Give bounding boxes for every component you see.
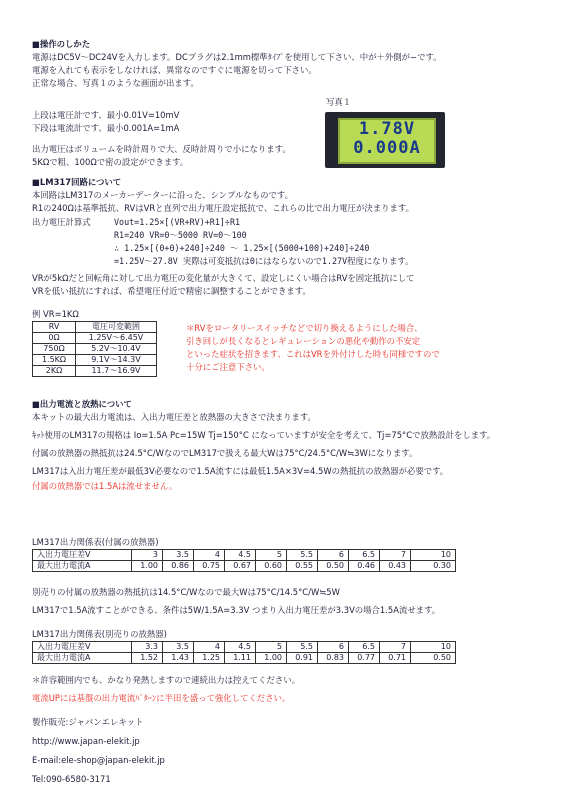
formula-line: =1.25V〜27.8V 実際は可変抵抗は0にはならないので1.27V程度になります。 [114, 256, 414, 267]
table-cell: 1.11 [225, 653, 256, 664]
row-label: 最大出力電流A [33, 561, 132, 572]
table-cell: 2KΩ [33, 366, 76, 377]
table-cell: 0.67 [225, 561, 256, 572]
lcd-photo [325, 112, 445, 168]
text-line: VRが5kΩだと回転角に対して出力電圧の変化量が大きくて、設定しにくい場合はRVを固定抵抗にして [32, 273, 415, 283]
table-cell: 1.00 [256, 653, 287, 664]
table-cell: 0.77 [349, 653, 380, 664]
table-cell: 4 [194, 642, 225, 653]
caution-line: ＊RVをロータリースイッチなどで切り換えるようにした場合、 [186, 323, 423, 333]
table-header-row [33, 322, 157, 333]
table1-title: LM317出力関係表(付属の放熱器) [32, 537, 159, 547]
lm317-heading: ■LM317回路について [32, 177, 122, 187]
table-cell: 5 [256, 550, 287, 561]
table-cell: 5 [256, 642, 287, 653]
table-row [33, 561, 456, 572]
caution-line: 十分にご注意下さい。 [186, 362, 270, 373]
lm317-section [32, 176, 552, 215]
rv-range-table [32, 321, 157, 377]
table1-block [32, 536, 552, 572]
table-cell: 5.5 [287, 550, 318, 561]
table-cell: 0.71 [380, 653, 411, 664]
table-cell: 0Ω [33, 333, 76, 344]
table-cell: 0.50 [411, 653, 456, 664]
operation-section [32, 38, 552, 90]
table-row [33, 653, 456, 664]
table-cell: 6 [318, 550, 349, 561]
text-line: 上段は電圧計です、最小0.01V=10mV [32, 110, 180, 120]
table-cell: 11.7〜16.9V [76, 366, 157, 377]
footnote-red-text: 電流UPには基盤の出力電流ﾊﾟﾀｰﾝに半田を盛って強化してください。 [32, 693, 291, 704]
table-cell: 5.2V〜10.4V [76, 344, 157, 355]
table-cell: 0.91 [287, 653, 318, 664]
table-header: RV [33, 322, 76, 333]
caution-line: 引き回しが長くなるとレギュレーションの悪化や動作の不安定 [186, 336, 421, 347]
row-label: 入出力電圧差V [33, 550, 132, 561]
meter-description [32, 109, 312, 135]
table-cell: 0.50 [318, 561, 349, 572]
table-cell: 3 [132, 550, 163, 561]
example-block [32, 308, 192, 377]
lcd-screen [338, 118, 436, 164]
table-cell: 6 [318, 642, 349, 653]
text-line: LM317は入出力電圧差が最低3V必要なので1.5A流すには最低1.5A×3V=4.5Wの熱抵抗の放熱器が必要です。 [32, 466, 449, 477]
heat-section [32, 398, 552, 493]
caution-line: といった症状を招きます、これはVRを外付けした時も同様ですので [186, 349, 440, 360]
table2-title: LM317出力関係表(別売りの放熱器) [32, 629, 167, 639]
table-cell: 1.5KΩ [33, 355, 76, 366]
table-cell: 0.60 [256, 561, 287, 572]
table-row [33, 355, 157, 366]
text-line: 本回路はLM317のメーカーデーターに沿った、シンプルなものです。 [32, 190, 293, 201]
table-cell: 3.5 [163, 550, 194, 561]
formula-label: 出力電圧計算式 [32, 217, 91, 227]
operation-heading: ■操作のしかた [32, 39, 91, 49]
footnote-text: ＊許容範囲内でも、かなり発熱しますので連続出力は控えてください。 [32, 675, 300, 685]
website-link[interactable]: http://www.japan-elekit.jp [32, 736, 140, 747]
table-cell: 1.00 [132, 561, 163, 572]
table-row [33, 333, 157, 344]
formula-line: Vout=1.25×[(VR+RV)+R1]÷R1 [114, 217, 241, 227]
maker-label: 製作販売:ジャパンエレキット [32, 717, 144, 727]
lcd-current: 0.000A [353, 138, 421, 158]
table-cell: 7 [380, 550, 411, 561]
example-label: 例 VR=1KΩ [32, 309, 79, 319]
caution-note [186, 322, 526, 374]
warning-text: 付属の放熱器では1.5Aは流せません。 [32, 481, 178, 492]
table-row [33, 642, 456, 653]
lcd-voltage: 1.78V [358, 119, 416, 139]
table2-block [32, 628, 552, 664]
table-cell: 0.30 [411, 561, 456, 572]
footnote-block [32, 674, 552, 705]
table-cell: 0.46 [349, 561, 380, 572]
text-line: 出力電圧はボリュームを時計周りで大、反時計周りで小になります。 [32, 144, 291, 154]
table-row [33, 366, 157, 377]
table-cell: 750Ω [33, 344, 76, 355]
text-line: ｷｯﾄ使用のLM317の規格は Io=1.5A Pc=15W Tj=150°C になっていますが安全を考えて、Tj=75°Cで放熱設計をします。 [32, 430, 496, 441]
table-cell: 1.25 [194, 653, 225, 664]
output-table-included [32, 549, 456, 572]
text-line: 付属の放熱器の熱抵抗は24.5°C/WなのでLM317で扱える最大Wは75°C/24.5°C/W≒3Wになります。 [32, 448, 418, 459]
row-label: 入出力電圧差V [33, 642, 132, 653]
table-cell: 5.5 [287, 642, 318, 653]
phone-number: Tel:090-6580-3171 [32, 774, 111, 785]
text-line: 電源を入れても表示をしなければ、異常なのですぐに電源を切って下さい。 [32, 65, 317, 76]
table-cell: 10 [411, 642, 456, 653]
text-line: VRを低い抵抗にすれば、希望電圧付近で精密に調整することができます。 [32, 286, 311, 297]
text-line: R1の240Ωは基準抵抗、RVはVRと直列で出力電圧設定抵抗で、これらの比で出力電圧が決まります。 [32, 203, 414, 214]
table-cell: 0.55 [287, 561, 318, 572]
output-table-optional [32, 641, 456, 664]
text-line: 正常な場合、写真１のような画面が出ます。 [32, 78, 199, 89]
table-row [33, 344, 157, 355]
photo-caption: 写真１ [326, 97, 352, 107]
table-cell: 10 [411, 550, 456, 561]
text-line: 本キットの最大出力電流は、入出力電圧差と放熱器の大きさで決まります。 [32, 412, 316, 423]
table-cell: 0.83 [318, 653, 349, 664]
table-cell: 6.5 [349, 550, 380, 561]
text-line: LM317で1.5A流すことができる、条件は5W/1.5A=3.3V つまり入出力電圧差が3.3Vの場合1.5A流せます。 [32, 605, 441, 616]
table-header: 電圧可変範囲 [76, 322, 157, 333]
text-line: 別売りの付属の放熱器の熱抵抗は14.5°C/Wなので最大Wは75°C/14.5°C/W≒5W [32, 587, 340, 597]
table-cell: 3.5 [163, 642, 194, 653]
formula-line: R1=240 VR=0〜5000 RV=0〜100 [114, 230, 247, 241]
table-cell: 6.5 [349, 642, 380, 653]
table-cell: 1.52 [132, 653, 163, 664]
rv-description [32, 272, 552, 298]
heat-heading: ■出力電流と放熱について [32, 399, 132, 409]
table-cell: 1.25V〜6.45V [76, 333, 157, 344]
optional-heatsink-text [32, 586, 552, 617]
table-cell: 7 [380, 642, 411, 653]
text-line: 電源はDC5V〜DC24Vを入力します。DCプラグは2.1mm標準ﾀｲﾌﾟを使用して下さい、中が＋外側が−です。 [32, 52, 442, 63]
table-cell: 4.5 [225, 550, 256, 561]
text-line: 下段は電流計です、最小0.001A=1mA [32, 123, 180, 134]
table-cell: 1.43 [163, 653, 194, 664]
table-cell: 0.86 [163, 561, 194, 572]
footer [32, 716, 552, 786]
table-cell: 0.43 [380, 561, 411, 572]
row-label: 最大出力電流A [33, 653, 132, 664]
table-cell: 4.5 [225, 642, 256, 653]
table-cell: 3.3 [132, 642, 163, 653]
formula-line: ∴ 1.25×[(0+0)+240]÷240 〜 1.25×[(5000+100)+240]÷240 [114, 243, 370, 254]
table-cell: 9.1V〜14.3V [76, 355, 157, 366]
email-address[interactable]: E-mail:ele-shop@japan-elekit.jp [32, 755, 165, 766]
table-row [33, 550, 456, 561]
text-line: 5KΩで粗、100Ωで密の設定ができます。 [32, 157, 189, 168]
adjust-description [32, 143, 322, 169]
table-cell: 0.75 [194, 561, 225, 572]
table-cell: 4 [194, 550, 225, 561]
